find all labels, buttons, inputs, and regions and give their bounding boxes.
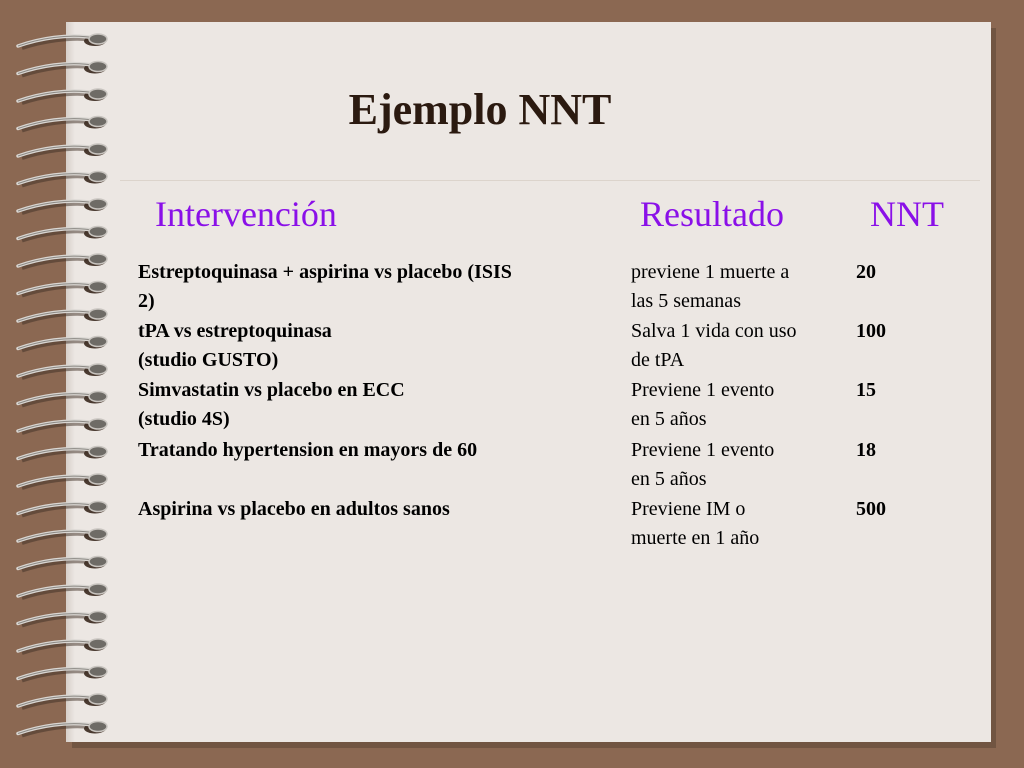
result-cell-line: las 5 semanas: [631, 290, 741, 312]
binding-ring: [18, 639, 107, 653]
intervention-cell-line: 2): [138, 290, 155, 312]
title-divider: [120, 180, 980, 181]
binding-ring: [18, 722, 107, 736]
result-cell-line: muerte en 1 año: [631, 527, 760, 549]
intervention-cell: [138, 258, 618, 316]
result-cell: [631, 258, 851, 316]
intervention-cell: [138, 436, 618, 465]
result-cell-line: previene 1 muerte a: [631, 261, 790, 283]
binding-ring: [18, 34, 107, 48]
binding-ring: [18, 667, 107, 681]
nnt-cell: 500: [856, 498, 886, 520]
table-row: [0, 495, 1024, 555]
nnt-cell: 18: [856, 439, 876, 461]
intervention-cell-line: (studio GUSTO): [138, 349, 279, 371]
binding-ring: [18, 227, 107, 241]
binding-ring: [18, 557, 107, 571]
intervention-cell-line: (studio 4S): [138, 408, 230, 430]
header-nnt: NNT: [870, 194, 944, 234]
nnt-cell: 100: [856, 320, 886, 342]
binding-ring: [18, 694, 107, 708]
intervention-cell-line: Aspirina vs placebo en adultos sanos: [138, 498, 450, 520]
binding-ring: [18, 172, 107, 186]
result-cell: [631, 317, 851, 375]
header-intervencion: Intervención: [155, 194, 337, 234]
binding-ring: [18, 62, 107, 76]
binding-ring: [18, 199, 107, 213]
nnt-cell: 15: [856, 379, 876, 401]
result-cell-line: Previene 1 evento: [631, 379, 775, 401]
table-row: [0, 317, 1024, 377]
result-cell: [631, 495, 851, 553]
result-cell-line: en 5 años: [631, 408, 707, 430]
intervention-cell-line: Tratando hypertension en mayors de 60: [138, 439, 478, 461]
result-cell-line: Previene 1 evento: [631, 439, 775, 461]
result-cell: [631, 376, 851, 434]
result-cell-line: en 5 años: [631, 468, 707, 490]
table-row: [0, 436, 1024, 496]
header-resultado: Resultado: [640, 194, 784, 234]
binding-ring: [18, 144, 107, 158]
intervention-cell: [138, 317, 618, 375]
binding-ring: [18, 612, 107, 626]
nnt-cell: 20: [856, 261, 876, 283]
table-row: [0, 376, 1024, 436]
table-row: [0, 258, 1024, 318]
intervention-cell-line: Simvastatin vs placebo en ECC: [138, 379, 405, 401]
binding-ring: [18, 584, 107, 598]
result-cell-line: de tPA: [631, 349, 685, 371]
intervention-cell: [138, 376, 618, 434]
result-cell-line: Previene IM o: [631, 498, 746, 520]
intervention-cell-line: Estreptoquinasa + aspirina vs placebo (ISIS: [138, 261, 512, 283]
result-cell: [631, 436, 851, 494]
intervention-cell: [138, 495, 618, 524]
slide-title: Ejemplo NNT: [348, 85, 612, 134]
intervention-cell-line: tPA vs estreptoquinasa: [138, 320, 332, 342]
result-cell-line: Salva 1 vida con uso: [631, 320, 797, 342]
